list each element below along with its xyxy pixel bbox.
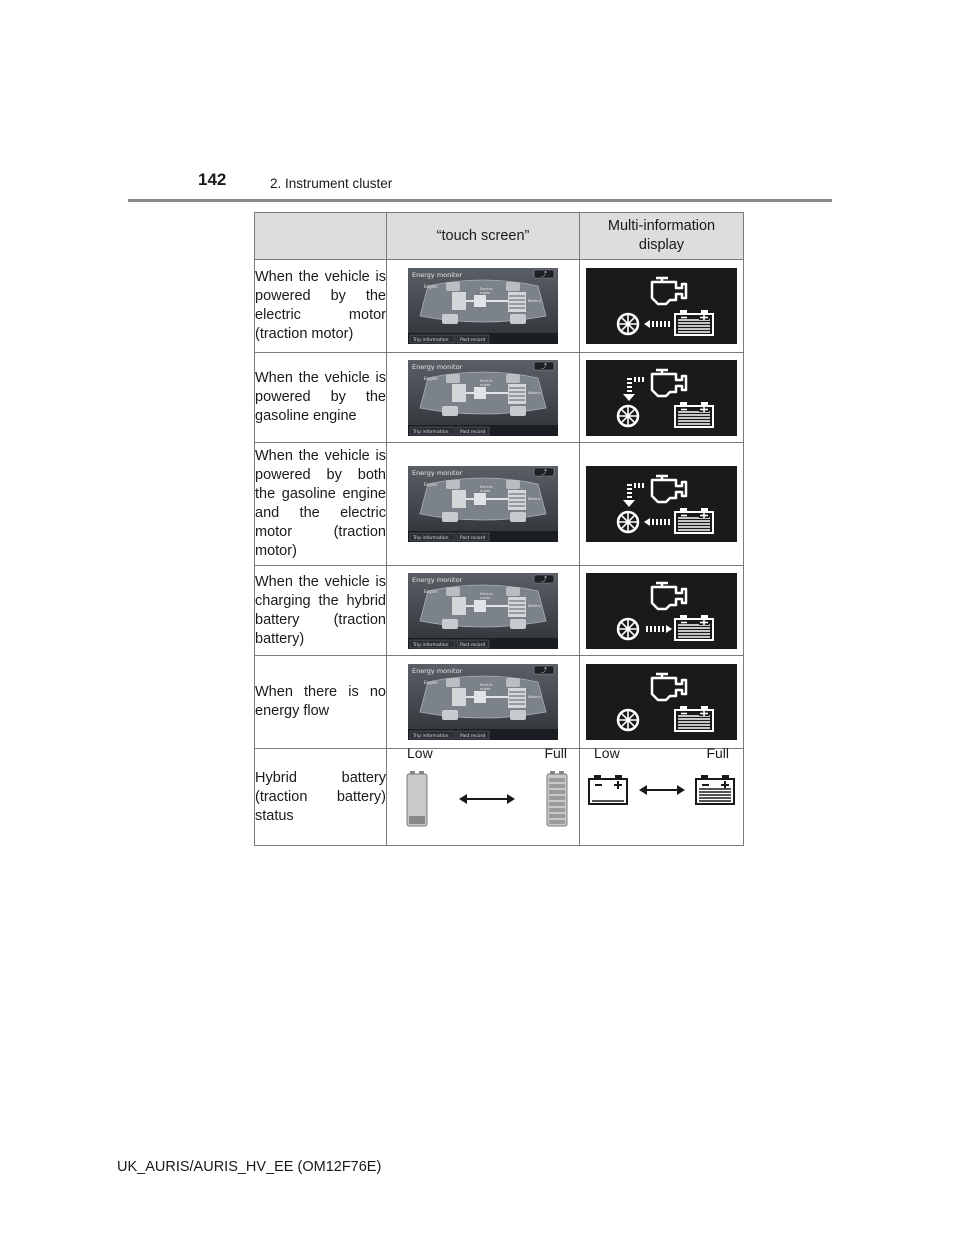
energy-monitor-screen	[408, 664, 558, 740]
row-description: Hybrid battery (traction battery) status	[255, 749, 387, 846]
footer-code: UK_AURIS/AURIS_HV_EE (OM12F76E)	[117, 1159, 382, 1175]
wheel-icon	[618, 512, 638, 532]
table-row	[255, 656, 744, 749]
table-row	[255, 566, 744, 656]
row-description: When the vehicle is powered by the electric motor (traction motor)	[255, 260, 387, 353]
row-description: When there is no energy flow	[255, 656, 387, 749]
table-row	[255, 443, 744, 566]
battery-low-icon	[588, 775, 628, 805]
energy-monitor-screen	[408, 268, 558, 344]
touch-screen-battery-cell	[387, 745, 580, 846]
table-row	[255, 260, 744, 353]
row-description: When the vehicle is powered by both the gasoline engine and the electric motor (traction motor)	[255, 443, 387, 566]
column-header-mid: Multi-information display	[580, 213, 744, 260]
battery-full-icon	[695, 775, 735, 805]
battery-status-row	[255, 749, 744, 846]
wheel-icon	[618, 314, 638, 334]
energy-monitor-screen	[408, 466, 558, 542]
mid-image-cell	[580, 443, 744, 566]
wheel-icon	[618, 406, 638, 426]
touch-screen-image-cell	[387, 353, 580, 443]
battery-icon	[675, 615, 713, 640]
touch-screen-image-cell	[387, 260, 580, 353]
wheel-icon	[618, 710, 638, 730]
row-description: When the vehicle is powered by the gasoline engine	[255, 353, 387, 443]
mid-image-cell	[580, 353, 744, 443]
mid-battery-cell	[580, 745, 744, 846]
mid-image-cell	[580, 566, 744, 656]
column-header-blank	[255, 213, 387, 260]
column-header-touch-screen: “touch screen”	[387, 213, 580, 260]
battery-icon	[675, 706, 713, 731]
battery-icon	[675, 402, 713, 427]
range-arrow-icon	[639, 783, 685, 797]
battery-icon	[675, 508, 713, 533]
touch-screen-image-cell	[387, 566, 580, 656]
battery-gauge-full-icon	[545, 771, 569, 827]
table-header-row	[255, 213, 744, 260]
battery-gauge-low-icon	[405, 771, 429, 827]
mid-display-no-flow	[586, 664, 737, 740]
row-description: When the vehicle is charging the hybrid battery (traction battery)	[255, 566, 387, 656]
low-label: Low	[407, 745, 433, 761]
energy-flow-table	[254, 212, 744, 846]
page-number: 142	[198, 170, 227, 189]
mid-image-cell	[580, 260, 744, 353]
full-label: Full	[544, 745, 567, 761]
table-row	[255, 353, 744, 443]
touch-screen-image-cell	[387, 443, 580, 566]
touch-screen-image-cell	[387, 656, 580, 749]
low-label: Low	[594, 745, 620, 761]
full-label: Full	[706, 745, 729, 761]
mid-display-charging	[586, 573, 737, 649]
wheel-icon	[618, 619, 638, 639]
mid-image-cell	[580, 656, 744, 749]
mid-display-both	[586, 466, 737, 542]
range-arrow-icon	[459, 792, 515, 806]
energy-monitor-screen	[408, 573, 558, 649]
section-title: 2. Instrument cluster	[270, 176, 393, 191]
header-rule	[128, 199, 832, 202]
mid-display-engine	[586, 360, 737, 436]
battery-icon	[675, 310, 713, 335]
energy-monitor-screen	[408, 360, 558, 436]
mid-display-electric	[586, 268, 737, 344]
